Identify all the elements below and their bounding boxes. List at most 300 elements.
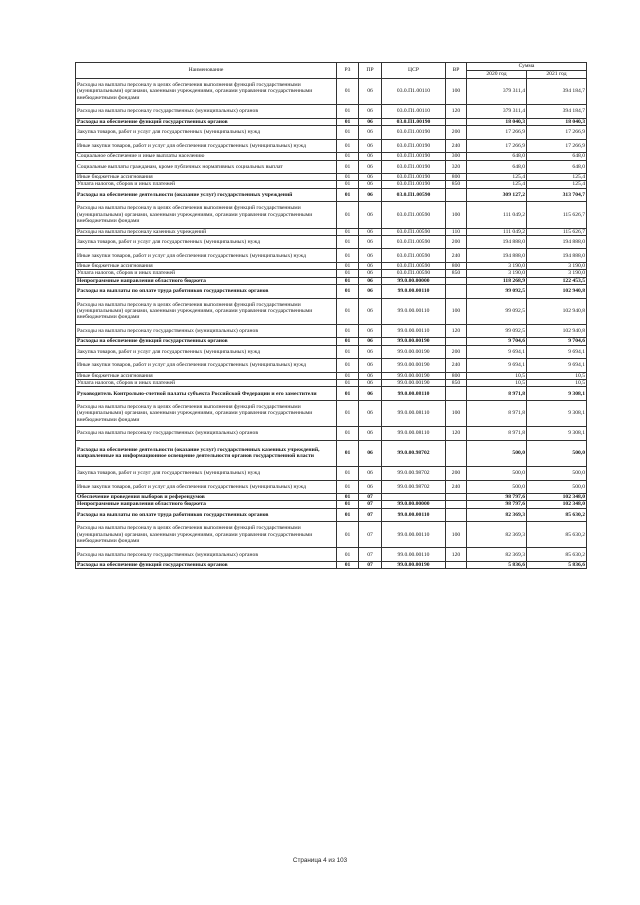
cell-rz: 01 [337, 508, 359, 522]
cell-pr: 06 [359, 372, 382, 379]
cell-vr [446, 501, 467, 508]
cell-pr: 06 [359, 400, 382, 426]
cell-name: Обеспечение проведения выборов и референдумов [76, 494, 337, 501]
cell-name: Расходы на обеспечение функций государственных органов [76, 562, 337, 569]
cell-2021: 9 694,1 [527, 345, 587, 359]
cell-2021: 102 348,0 [527, 494, 587, 501]
cell-name: Расходы на обеспечение функций государственных органов [76, 118, 337, 125]
cell-csr: 03.0.П1.00590 [382, 249, 446, 263]
table-row [76, 249, 587, 263]
cell-rz: 01 [337, 270, 359, 277]
cell-pr: 06 [359, 380, 382, 387]
cell-2021: 102 940,8 [527, 324, 587, 338]
table-row [76, 118, 587, 125]
cell-rz: 01 [337, 139, 359, 153]
cell-rz: 01 [337, 400, 359, 426]
cell-2020: 99 092,5 [467, 298, 527, 324]
cell-pr: 06 [359, 174, 382, 181]
cell-name: Расходы на выплаты по оплате труда работников государственных органов [76, 284, 337, 298]
cell-name: Расходы на выплаты персоналу казенных учреждений [76, 228, 337, 235]
cell-2020: 194 888,0 [467, 235, 527, 249]
cell-name: Уплата налогов, сборов и иных платежей [76, 380, 337, 387]
cell-2020: 9 694,1 [467, 359, 527, 373]
table-row [76, 400, 587, 426]
cell-2021: 102 940,8 [527, 284, 587, 298]
cell-csr: 99.0.00.08110 [382, 427, 446, 441]
cell-name: Закупка товаров, работ и услуг для государственных (муниципальных) нужд [76, 126, 337, 140]
cell-csr: 99.0.00.00190 [382, 345, 446, 359]
cell-name: Расходы на выплаты персоналу государственных (муниципальных) органов [76, 324, 337, 338]
cell-name: Иные закупки товаров, работ и услуг для обеспечения государственных (муниципальных) нужд [76, 249, 337, 263]
cell-pr: 06 [359, 284, 382, 298]
cell-rz: 01 [337, 427, 359, 441]
cell-name: Непрограммные направления областного бюджета [76, 277, 337, 284]
table-row [76, 174, 587, 181]
cell-2021: 17 266,9 [527, 139, 587, 153]
cell-vr: 800 [446, 263, 467, 270]
cell-csr: 03.0.П1.00590 [382, 188, 446, 202]
col-header-pr: ПР [359, 63, 382, 79]
col-header-vr: ВР [446, 63, 467, 79]
table-row [76, 153, 587, 160]
cell-2021: 500,0 [527, 440, 587, 466]
cell-2021: 18 040,3 [527, 118, 587, 125]
cell-2020: 82 369,3 [467, 508, 527, 522]
cell-csr: 99.0.00.00190 [382, 562, 446, 569]
cell-csr: 99.0.00.00110 [382, 284, 446, 298]
cell-vr: 100 [446, 298, 467, 324]
cell-2021: 394 184,7 [527, 105, 587, 119]
cell-2020: 309 127,2 [467, 188, 527, 202]
cell-pr: 06 [359, 270, 382, 277]
cell-csr: 99.0.00.00190 [382, 338, 446, 345]
cell-name: Расходы на обеспечение деятельности (оказание услуг) государственных учреждений [76, 188, 337, 202]
table-row [76, 139, 587, 153]
cell-2021: 10,5 [527, 380, 587, 387]
table-row [76, 562, 587, 569]
cell-name: Иные закупки товаров, работ и услуг для обеспечения государственных (муниципальных) нужд [76, 139, 337, 153]
table-row [76, 202, 587, 228]
cell-vr [446, 508, 467, 522]
cell-2020: 8 971,8 [467, 427, 527, 441]
cell-rz: 01 [337, 249, 359, 263]
cell-vr: 100 [446, 79, 467, 105]
table-row [76, 380, 587, 387]
cell-2021: 648,0 [527, 160, 587, 174]
cell-pr: 06 [359, 298, 382, 324]
cell-csr: 99.0.00.98702 [382, 466, 446, 480]
cell-vr [446, 387, 467, 401]
cell-vr [446, 188, 467, 202]
cell-rz: 01 [337, 466, 359, 480]
cell-2021: 9 694,1 [527, 359, 587, 373]
cell-rz: 01 [337, 277, 359, 284]
cell-name: Социальные выплаты гражданам, кроме публичных нормативных социальных выплат [76, 160, 337, 174]
cell-name: Расходы на выплаты персоналу государственных (муниципальных) органов [76, 105, 337, 119]
table-row [76, 277, 587, 284]
cell-name: Уплата налогов, сборов и иных платежей [76, 181, 337, 188]
col-header-rz: РЗ [337, 63, 359, 79]
cell-2020: 10,5 [467, 380, 527, 387]
cell-csr: 99.0.00.08110 [382, 387, 446, 401]
cell-csr: 03.0.П1.00110 [382, 105, 446, 119]
cell-2021: 10,5 [527, 372, 587, 379]
cell-2020: 3 190,0 [467, 270, 527, 277]
cell-pr: 06 [359, 466, 382, 480]
cell-2020: 82 369,3 [467, 548, 527, 562]
table-row [76, 480, 587, 494]
cell-2021: 17 266,9 [527, 126, 587, 140]
cell-rz: 01 [337, 548, 359, 562]
cell-2020: 99 092,5 [467, 284, 527, 298]
cell-pr: 06 [359, 202, 382, 228]
cell-pr: 06 [359, 480, 382, 494]
cell-name: Непрограммные направления областного бюджета [76, 501, 337, 508]
cell-rz: 01 [337, 522, 359, 548]
cell-vr: 100 [446, 202, 467, 228]
cell-name: Иные закупки товаров, работ и услуг для обеспечения государственных (муниципальных) нужд [76, 359, 337, 373]
cell-csr: 99.0.00.08110 [382, 400, 446, 426]
cell-rz: 01 [337, 380, 359, 387]
cell-pr: 07 [359, 548, 382, 562]
cell-2020: 8 971,8 [467, 400, 527, 426]
cell-name: Расходы на выплаты персоналу в целях обеспечения выполнения функций государственными (муниципальными) органами, казенными учреждениями, органами управления государственными внебюджетными фондами [76, 298, 337, 324]
cell-rz: 01 [337, 562, 359, 569]
cell-pr: 07 [359, 562, 382, 569]
cell-rz: 01 [337, 359, 359, 373]
table-row [76, 298, 587, 324]
cell-2021: 9 308,1 [527, 400, 587, 426]
cell-vr: 850 [446, 181, 467, 188]
cell-name: Уплата налогов, сборов и иных платежей [76, 270, 337, 277]
table-row [76, 188, 587, 202]
cell-2020: 82 369,3 [467, 522, 527, 548]
cell-vr: 240 [446, 139, 467, 153]
cell-name: Расходы на выплаты персоналу государственных (муниципальных) органов [76, 548, 337, 562]
cell-name: Расходы на обеспечение деятельности (оказание услуг) государственных казенных учреждений, направленные на информационное освещение деятельности органов государственной власти [76, 440, 337, 466]
cell-2021: 85 630,2 [527, 508, 587, 522]
cell-pr: 06 [359, 126, 382, 140]
cell-pr: 06 [359, 324, 382, 338]
cell-csr: 99.0.00.00110 [382, 298, 446, 324]
cell-vr: 120 [446, 105, 467, 119]
col-header-2021: 2021 год [527, 71, 587, 79]
table-row [76, 270, 587, 277]
cell-2021: 313 704,7 [527, 188, 587, 202]
cell-rz: 01 [337, 105, 359, 119]
cell-rz: 01 [337, 440, 359, 466]
cell-rz: 01 [337, 181, 359, 188]
table-row [76, 181, 587, 188]
cell-name: Расходы на выплаты персоналу в целях обеспечения выполнения функций государственными (муниципальными) органами, казенными учреждениями, органами управления государственными внебюджетными фондами [76, 202, 337, 228]
table-row [76, 79, 587, 105]
cell-pr: 06 [359, 105, 382, 119]
cell-2020: 98 797,6 [467, 494, 527, 501]
cell-csr: 03.0.П1.00590 [382, 270, 446, 277]
table-row [76, 387, 587, 401]
cell-vr [446, 118, 467, 125]
cell-pr: 06 [359, 440, 382, 466]
cell-pr: 06 [359, 228, 382, 235]
cell-vr: 300 [446, 153, 467, 160]
cell-rz: 01 [337, 284, 359, 298]
cell-pr: 06 [359, 235, 382, 249]
cell-pr: 06 [359, 153, 382, 160]
page-number: Страница 4 из 103 [292, 857, 348, 864]
cell-name: Расходы на выплаты по оплате труда работников государственных органов [76, 508, 337, 522]
cell-csr: 99.0.00.00190 [382, 380, 446, 387]
cell-rz: 01 [337, 345, 359, 359]
cell-pr: 06 [359, 345, 382, 359]
table-row [76, 359, 587, 373]
table-row [76, 126, 587, 140]
cell-pr: 06 [359, 188, 382, 202]
cell-2021: 500,0 [527, 466, 587, 480]
cell-rz: 01 [337, 188, 359, 202]
cell-csr: 03.0.П1.00190 [382, 118, 446, 125]
table-row [76, 235, 587, 249]
table-row [76, 494, 587, 501]
cell-rz: 01 [337, 494, 359, 501]
cell-name: Закупка товаров, работ и услуг для государственных (муниципальных) нужд [76, 466, 337, 480]
cell-name: Расходы на выплаты персоналу в целях обеспечения выполнения функций государственными (муниципальными) органами, казенными учреждениями, органами управления государственными внебюджетными фондами [76, 79, 337, 105]
cell-pr: 06 [359, 181, 382, 188]
cell-name: Иные бюджетные ассигнования [76, 372, 337, 379]
cell-name: Расходы на выплаты персоналу в целях обеспечения выполнения функций государственными (муниципальными) органами, казенными учреждениями, органами управления государственными внебюджетными фондами [76, 522, 337, 548]
cell-csr: 03.0.П1.00110 [382, 79, 446, 105]
cell-vr: 120 [446, 427, 467, 441]
cell-rz: 01 [337, 228, 359, 235]
cell-csr: 99.0.00.00110 [382, 522, 446, 548]
cell-2021: 9 308,1 [527, 427, 587, 441]
table-row [76, 522, 587, 548]
cell-name: Расходы на обеспечение функций государственных органов [76, 338, 337, 345]
table-row [76, 440, 587, 466]
cell-rz: 01 [337, 118, 359, 125]
cell-csr: 99.0.00.00110 [382, 324, 446, 338]
cell-vr: 240 [446, 249, 467, 263]
cell-vr [446, 440, 467, 466]
cell-vr: 100 [446, 522, 467, 548]
cell-pr: 07 [359, 501, 382, 508]
cell-rz: 01 [337, 338, 359, 345]
cell-2021: 5 836,6 [527, 562, 587, 569]
cell-name: Руководитель Контрольно-счетной палаты субъекта Российской Федерации и его заместители [76, 387, 337, 401]
cell-csr: 99.0.00.00000 [382, 277, 446, 284]
cell-csr: 03.0.П1.00190 [382, 139, 446, 153]
cell-2020: 648,0 [467, 160, 527, 174]
cell-2020: 3 190,0 [467, 263, 527, 270]
table-row [76, 160, 587, 174]
table-row [76, 466, 587, 480]
cell-rz: 01 [337, 235, 359, 249]
cell-vr [446, 338, 467, 345]
cell-name: Иные бюджетные ассигнования [76, 174, 337, 181]
cell-vr: 200 [446, 126, 467, 140]
table-row [76, 338, 587, 345]
cell-rz: 01 [337, 174, 359, 181]
cell-2020: 98 797,6 [467, 501, 527, 508]
col-header-2020: 2020 год [467, 71, 527, 79]
cell-pr: 06 [359, 249, 382, 263]
cell-csr: 03.0.П1.00590 [382, 202, 446, 228]
cell-2020: 9 704,6 [467, 338, 527, 345]
cell-rz: 01 [337, 202, 359, 228]
cell-2021: 102 348,0 [527, 501, 587, 508]
cell-2021: 125,4 [527, 174, 587, 181]
cell-2020: 125,4 [467, 181, 527, 188]
cell-2021: 9 704,6 [527, 338, 587, 345]
cell-2021: 102 940,8 [527, 298, 587, 324]
cell-pr: 06 [359, 277, 382, 284]
cell-2021: 500,0 [527, 480, 587, 494]
cell-csr: 03.0.П1.00190 [382, 126, 446, 140]
cell-csr [382, 494, 446, 501]
cell-2021: 3 190,0 [527, 263, 587, 270]
cell-pr: 06 [359, 263, 382, 270]
cell-2020: 17 266,9 [467, 139, 527, 153]
cell-2021: 394 184,7 [527, 79, 587, 105]
cell-2021: 85 630,2 [527, 522, 587, 548]
cell-rz: 01 [337, 324, 359, 338]
table-row [76, 105, 587, 119]
cell-name: Иные закупки товаров, работ и услуг для обеспечения государственных (муниципальных) нужд [76, 480, 337, 494]
cell-2020: 111 049,2 [467, 202, 527, 228]
table-row [76, 324, 587, 338]
cell-vr: 100 [446, 400, 467, 426]
cell-vr: 800 [446, 372, 467, 379]
cell-2020: 111 049,2 [467, 228, 527, 235]
cell-vr: 110 [446, 228, 467, 235]
cell-2020: 5 836,6 [467, 562, 527, 569]
cell-rz: 01 [337, 153, 359, 160]
cell-2021: 648,0 [527, 153, 587, 160]
cell-vr [446, 284, 467, 298]
cell-2021: 194 888,0 [527, 235, 587, 249]
cell-pr: 06 [359, 139, 382, 153]
cell-csr: 99.0.00.00190 [382, 372, 446, 379]
cell-rz: 01 [337, 263, 359, 270]
cell-2020: 379 311,4 [467, 105, 527, 119]
table-row [76, 501, 587, 508]
cell-2021: 85 630,2 [527, 548, 587, 562]
cell-vr: 320 [446, 160, 467, 174]
cell-2021: 9 308,1 [527, 387, 587, 401]
budget-table [75, 62, 587, 569]
cell-pr: 06 [359, 79, 382, 105]
cell-2020: 500,0 [467, 466, 527, 480]
cell-vr: 200 [446, 466, 467, 480]
cell-csr: 99.0.00.00110 [382, 548, 446, 562]
cell-pr: 06 [359, 359, 382, 373]
cell-csr: 99.0.00.00110 [382, 508, 446, 522]
cell-rz: 01 [337, 126, 359, 140]
cell-vr: 120 [446, 324, 467, 338]
cell-vr: 200 [446, 235, 467, 249]
cell-2021: 194 888,0 [527, 249, 587, 263]
cell-2020: 379 311,4 [467, 79, 527, 105]
cell-csr: 03.0.П1.00190 [382, 153, 446, 160]
cell-vr: 240 [446, 480, 467, 494]
cell-vr: 800 [446, 174, 467, 181]
cell-2020: 99 092,5 [467, 324, 527, 338]
cell-pr: 06 [359, 118, 382, 125]
cell-pr: 07 [359, 508, 382, 522]
cell-name: Социальное обеспечение и иные выплаты населению [76, 153, 337, 160]
cell-csr: 99.0.00.98702 [382, 480, 446, 494]
cell-2020: 18 040,3 [467, 118, 527, 125]
cell-csr: 03.0.П1.00590 [382, 228, 446, 235]
cell-vr: 120 [446, 548, 467, 562]
cell-vr: 850 [446, 380, 467, 387]
cell-vr: 850 [446, 270, 467, 277]
cell-2020: 648,0 [467, 153, 527, 160]
table-row [76, 548, 587, 562]
cell-2020: 9 694,1 [467, 345, 527, 359]
table-row [76, 508, 587, 522]
cell-rz: 01 [337, 480, 359, 494]
cell-2021: 3 190,0 [527, 270, 587, 277]
cell-csr: 99.0.00.00190 [382, 359, 446, 373]
cell-csr: 03.0.П1.00190 [382, 160, 446, 174]
cell-pr: 06 [359, 338, 382, 345]
table-row [76, 345, 587, 359]
cell-rz: 01 [337, 501, 359, 508]
cell-csr: 99.0.00.00000 [382, 501, 446, 508]
cell-csr: 03.0.П1.00590 [382, 235, 446, 249]
cell-name: Закупка товаров, работ и услуг для государственных (муниципальных) нужд [76, 345, 337, 359]
cell-2021: 115 626,7 [527, 202, 587, 228]
cell-rz: 01 [337, 387, 359, 401]
cell-2021: 115 626,7 [527, 228, 587, 235]
cell-vr [446, 562, 467, 569]
cell-2020: 194 888,0 [467, 249, 527, 263]
cell-2021: 125,4 [527, 181, 587, 188]
cell-2020: 500,0 [467, 440, 527, 466]
table-row [76, 228, 587, 235]
cell-vr [446, 277, 467, 284]
cell-pr: 06 [359, 387, 382, 401]
cell-vr [446, 494, 467, 501]
col-header-sum: Сумма [467, 63, 587, 71]
cell-2020: 500,0 [467, 480, 527, 494]
cell-rz: 01 [337, 372, 359, 379]
table-row [76, 372, 587, 379]
cell-2021: 122 453,5 [527, 277, 587, 284]
cell-name: Закупка товаров, работ и услуг для государственных (муниципальных) нужд [76, 235, 337, 249]
cell-rz: 01 [337, 79, 359, 105]
table-row [76, 263, 587, 270]
cell-name: Иные бюджетные ассигнования [76, 263, 337, 270]
cell-pr: 07 [359, 522, 382, 548]
table-body [76, 79, 587, 569]
col-header-name: Наименование [76, 63, 337, 79]
cell-pr: 07 [359, 494, 382, 501]
cell-rz: 01 [337, 298, 359, 324]
cell-name: Расходы на выплаты персоналу в целях обеспечения выполнения функций государственными (муниципальными) органами, казенными учреждениями, органами управления государственными внебюджетными фондами [76, 400, 337, 426]
cell-csr: 03.0.П1.00190 [382, 181, 446, 188]
cell-vr: 200 [446, 345, 467, 359]
cell-2020: 17 266,9 [467, 126, 527, 140]
cell-pr: 06 [359, 160, 382, 174]
cell-csr: 03.0.П1.00590 [382, 263, 446, 270]
cell-name: Расходы на выплаты персоналу государственных (муниципальных) органов [76, 427, 337, 441]
cell-2020: 125,4 [467, 174, 527, 181]
table-row [76, 284, 587, 298]
cell-vr: 240 [446, 359, 467, 373]
cell-2020: 8 971,8 [467, 387, 527, 401]
cell-2020: 118 268,9 [467, 277, 527, 284]
